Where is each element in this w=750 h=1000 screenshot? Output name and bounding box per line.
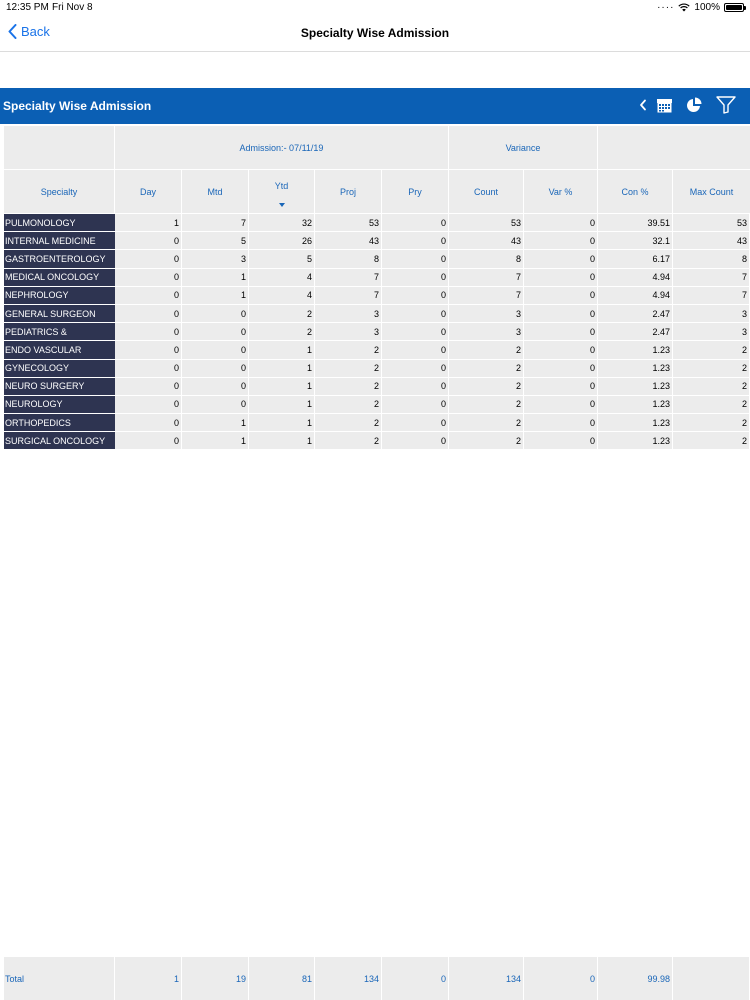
cell-day: 0 xyxy=(115,323,182,340)
cell-con-pct: 1.23 xyxy=(598,378,673,395)
total-label: Total xyxy=(4,957,115,1000)
specialty-name: INTERNAL MEDICINE xyxy=(4,232,115,249)
cell-ytd: 4 xyxy=(249,269,315,286)
cell-mtd: 0 xyxy=(182,378,249,395)
specialty-name: NEUROLOGY xyxy=(4,396,115,413)
cell-day: 0 xyxy=(115,414,182,431)
cell-ytd: 1 xyxy=(249,360,315,377)
cell-ytd: 2 xyxy=(249,323,315,340)
cell-mtd: 1 xyxy=(182,269,249,286)
cell-proj: 2 xyxy=(315,360,382,377)
column-header-max-count[interactable] xyxy=(673,170,750,213)
cell-day: 0 xyxy=(115,305,182,322)
cell-day: 0 xyxy=(115,250,182,267)
sort-descending-icon xyxy=(279,203,285,207)
cell-var-pct: 0 xyxy=(524,214,598,231)
table-row[interactable] xyxy=(4,214,750,232)
cell-count: 2 xyxy=(449,396,524,413)
total-mtd: 19 xyxy=(182,957,249,1000)
cell-pry: 0 xyxy=(382,232,449,249)
cell-count: 2 xyxy=(449,432,524,449)
column-header-label: Specialty xyxy=(40,186,78,197)
cell-max-count: 2 xyxy=(673,378,750,395)
cell-var-pct: 0 xyxy=(524,378,598,395)
cell-con-pct: 1.23 xyxy=(598,432,673,449)
group-header-admission: Admission:- 07/11/19 xyxy=(115,126,449,169)
report-header xyxy=(0,88,750,124)
total-var-pct: 0 xyxy=(524,957,598,1000)
cell-con-pct: 4.94 xyxy=(598,287,673,304)
cell-ytd: 1 xyxy=(249,396,315,413)
table-row[interactable] xyxy=(4,269,750,287)
cell-proj: 43 xyxy=(315,232,382,249)
cell-pry: 0 xyxy=(382,323,449,340)
filter-icon xyxy=(716,96,736,114)
cell-var-pct: 0 xyxy=(524,341,598,358)
specialty-name: PEDIATRICS & xyxy=(4,323,115,340)
total-con-pct: 99.98 xyxy=(598,957,673,1000)
cell-day: 0 xyxy=(115,378,182,395)
cell-var-pct: 0 xyxy=(524,360,598,377)
column-header-con-pct[interactable] xyxy=(598,170,673,213)
cell-max-count: 2 xyxy=(673,360,750,377)
table-row[interactable] xyxy=(4,323,750,341)
back-label: Back xyxy=(21,24,50,39)
cell-var-pct: 0 xyxy=(524,232,598,249)
cell-ytd: 1 xyxy=(249,341,315,358)
cell-mtd: 0 xyxy=(182,341,249,358)
cell-mtd: 1 xyxy=(182,414,249,431)
battery-icon xyxy=(724,3,744,12)
cell-count: 2 xyxy=(449,341,524,358)
cell-pry: 0 xyxy=(382,378,449,395)
group-header-row xyxy=(4,126,750,169)
cell-max-count: 3 xyxy=(673,323,750,340)
column-header-var-pct[interactable] xyxy=(524,170,598,213)
cell-proj: 2 xyxy=(315,341,382,358)
cell-con-pct: 2.47 xyxy=(598,323,673,340)
cell-count: 2 xyxy=(449,378,524,395)
status-date: Fri Nov 8 xyxy=(52,2,93,13)
cell-ytd: 2 xyxy=(249,305,315,322)
cell-day: 0 xyxy=(115,360,182,377)
cell-day: 0 xyxy=(115,287,182,304)
total-day: 1 xyxy=(115,957,182,1000)
group-header-variance: Variance xyxy=(449,126,598,169)
column-header-label: Count xyxy=(473,186,499,197)
table-row[interactable] xyxy=(4,232,750,250)
cell-max-count: 43 xyxy=(673,232,750,249)
status-bar xyxy=(0,0,750,16)
previous-button[interactable] xyxy=(639,99,647,111)
status-right xyxy=(657,2,744,13)
cell-count: 7 xyxy=(449,269,524,286)
cell-var-pct: 0 xyxy=(524,432,598,449)
group-header-blank-right xyxy=(598,126,750,169)
table-row[interactable] xyxy=(4,432,750,450)
specialty-name: GENERAL SURGEON xyxy=(4,305,115,322)
cell-con-pct: 32.1 xyxy=(598,232,673,249)
total-max-count xyxy=(673,957,750,1000)
cell-con-pct: 6.17 xyxy=(598,250,673,267)
table-row[interactable] xyxy=(4,396,750,414)
filter-button[interactable] xyxy=(716,96,736,114)
cell-con-pct: 1.23 xyxy=(598,414,673,431)
report-title: Specialty Wise Admission xyxy=(3,99,152,113)
column-header-label: Max Count xyxy=(689,186,734,197)
column-header-ytd[interactable] xyxy=(249,170,315,213)
column-header-mtd[interactable] xyxy=(182,170,249,213)
specialty-name: PULMONOLOGY xyxy=(4,214,115,231)
chevron-left-icon xyxy=(639,99,647,111)
specialty-name: GASTROENTEROLOGY xyxy=(4,250,115,267)
cell-max-count: 7 xyxy=(673,269,750,286)
cell-con-pct: 1.23 xyxy=(598,396,673,413)
cell-max-count: 2 xyxy=(673,432,750,449)
table-row[interactable] xyxy=(4,250,750,268)
cell-count: 53 xyxy=(449,214,524,231)
report-toolbar xyxy=(639,96,736,114)
table-body xyxy=(4,214,750,450)
cell-var-pct: 0 xyxy=(524,396,598,413)
cell-proj: 3 xyxy=(315,323,382,340)
column-header-label: Var % xyxy=(548,186,573,197)
cell-day: 0 xyxy=(115,232,182,249)
cell-ytd: 4 xyxy=(249,287,315,304)
cell-pry: 0 xyxy=(382,269,449,286)
cell-ytd: 32 xyxy=(249,214,315,231)
cell-max-count: 2 xyxy=(673,341,750,358)
total-count: 134 xyxy=(449,957,524,1000)
wifi-icon xyxy=(678,3,690,12)
column-header-day[interactable] xyxy=(115,170,182,213)
cell-pry: 0 xyxy=(382,360,449,377)
specialty-name: NEPHROLOGY xyxy=(4,287,115,304)
column-header-label: Ytd xyxy=(274,180,289,191)
cell-var-pct: 0 xyxy=(524,269,598,286)
calendar-button[interactable] xyxy=(657,98,672,113)
specialty-name: SURGICAL ONCOLOGY xyxy=(4,432,115,449)
cell-mtd: 0 xyxy=(182,305,249,322)
battery-percent: 100% xyxy=(694,2,720,13)
column-header-label: Proj xyxy=(339,186,356,197)
cell-max-count: 8 xyxy=(673,250,750,267)
cell-mtd: 0 xyxy=(182,396,249,413)
specialty-name: ENDO VASCULAR xyxy=(4,341,115,358)
cell-var-pct: 0 xyxy=(524,250,598,267)
cell-day: 0 xyxy=(115,432,182,449)
cell-max-count: 7 xyxy=(673,287,750,304)
cell-con-pct: 1.23 xyxy=(598,341,673,358)
cell-pry: 0 xyxy=(382,305,449,322)
cell-ytd: 26 xyxy=(249,232,315,249)
cell-mtd: 1 xyxy=(182,287,249,304)
table-row[interactable] xyxy=(4,305,750,323)
cell-count: 2 xyxy=(449,414,524,431)
cell-proj: 8 xyxy=(315,250,382,267)
cell-day: 0 xyxy=(115,341,182,358)
cell-ytd: 1 xyxy=(249,378,315,395)
cell-mtd: 3 xyxy=(182,250,249,267)
table-row[interactable] xyxy=(4,287,750,305)
column-header-label: Con % xyxy=(621,186,649,197)
specialty-name: ORTHOPEDICS xyxy=(4,414,115,431)
cell-pry: 0 xyxy=(382,414,449,431)
cell-proj: 3 xyxy=(315,305,382,322)
table-row[interactable] xyxy=(4,414,750,432)
specialty-name: NEURO SURGERY xyxy=(4,378,115,395)
table-row[interactable] xyxy=(4,360,750,378)
specialty-name: MEDICAL ONCOLOGY xyxy=(4,269,115,286)
cell-proj: 2 xyxy=(315,396,382,413)
cell-max-count: 3 xyxy=(673,305,750,322)
cell-con-pct: 2.47 xyxy=(598,305,673,322)
cell-mtd: 1 xyxy=(182,432,249,449)
specialty-name: GYNECOLOGY xyxy=(4,360,115,377)
pie-chart-icon xyxy=(686,97,702,113)
cell-ytd: 5 xyxy=(249,250,315,267)
cell-proj: 2 xyxy=(315,414,382,431)
column-header-pry[interactable] xyxy=(382,170,449,213)
cell-max-count: 53 xyxy=(673,214,750,231)
cell-count: 3 xyxy=(449,305,524,322)
cell-count: 7 xyxy=(449,287,524,304)
page-title: Specialty Wise Admission xyxy=(300,26,450,40)
cell-con-pct: 4.94 xyxy=(598,269,673,286)
cell-proj: 7 xyxy=(315,287,382,304)
cell-mtd: 5 xyxy=(182,232,249,249)
cell-mtd: 0 xyxy=(182,323,249,340)
total-pry: 0 xyxy=(382,957,449,1000)
cell-pry: 0 xyxy=(382,214,449,231)
table-row[interactable] xyxy=(4,341,750,359)
column-header-label: Mtd xyxy=(207,186,223,197)
column-header-proj[interactable] xyxy=(315,170,382,213)
column-header-label: Day xyxy=(139,186,156,197)
status-time: 12:35 PM xyxy=(6,2,49,13)
cell-pry: 0 xyxy=(382,396,449,413)
cell-count: 8 xyxy=(449,250,524,267)
group-header-blank xyxy=(4,126,115,169)
cell-count: 3 xyxy=(449,323,524,340)
cell-count: 2 xyxy=(449,360,524,377)
cell-proj: 2 xyxy=(315,432,382,449)
total-proj: 134 xyxy=(315,957,382,1000)
column-header-row xyxy=(4,170,750,213)
cell-day: 0 xyxy=(115,396,182,413)
chart-button[interactable] xyxy=(686,97,702,113)
cell-var-pct: 0 xyxy=(524,414,598,431)
cell-max-count: 2 xyxy=(673,396,750,413)
column-header-label: Pry xyxy=(408,186,422,197)
total-ytd: 81 xyxy=(249,957,315,1000)
cell-con-pct: 1.23 xyxy=(598,360,673,377)
cell-max-count: 2 xyxy=(673,414,750,431)
cell-var-pct: 0 xyxy=(524,287,598,304)
cell-pry: 0 xyxy=(382,250,449,267)
column-header-count[interactable] xyxy=(449,170,524,213)
cell-proj: 2 xyxy=(315,378,382,395)
cell-proj: 53 xyxy=(315,214,382,231)
cell-count: 43 xyxy=(449,232,524,249)
cell-var-pct: 0 xyxy=(524,305,598,322)
cell-ytd: 1 xyxy=(249,432,315,449)
cell-pry: 0 xyxy=(382,287,449,304)
cell-pry: 0 xyxy=(382,432,449,449)
cell-ytd: 1 xyxy=(249,414,315,431)
total-row xyxy=(4,957,750,1000)
navigation-bar xyxy=(0,16,750,52)
cell-proj: 7 xyxy=(315,269,382,286)
cell-day: 1 xyxy=(115,214,182,231)
cell-pry: 0 xyxy=(382,341,449,358)
table-row[interactable] xyxy=(4,378,750,396)
column-header-specialty[interactable] xyxy=(4,170,115,213)
cell-mtd: 7 xyxy=(182,214,249,231)
cell-day: 0 xyxy=(115,269,182,286)
cell-mtd: 0 xyxy=(182,360,249,377)
cell-var-pct: 0 xyxy=(524,323,598,340)
calendar-icon xyxy=(657,98,672,113)
cell-con-pct: 39.51 xyxy=(598,214,673,231)
cellular-dots-icon: ···· xyxy=(657,2,675,13)
